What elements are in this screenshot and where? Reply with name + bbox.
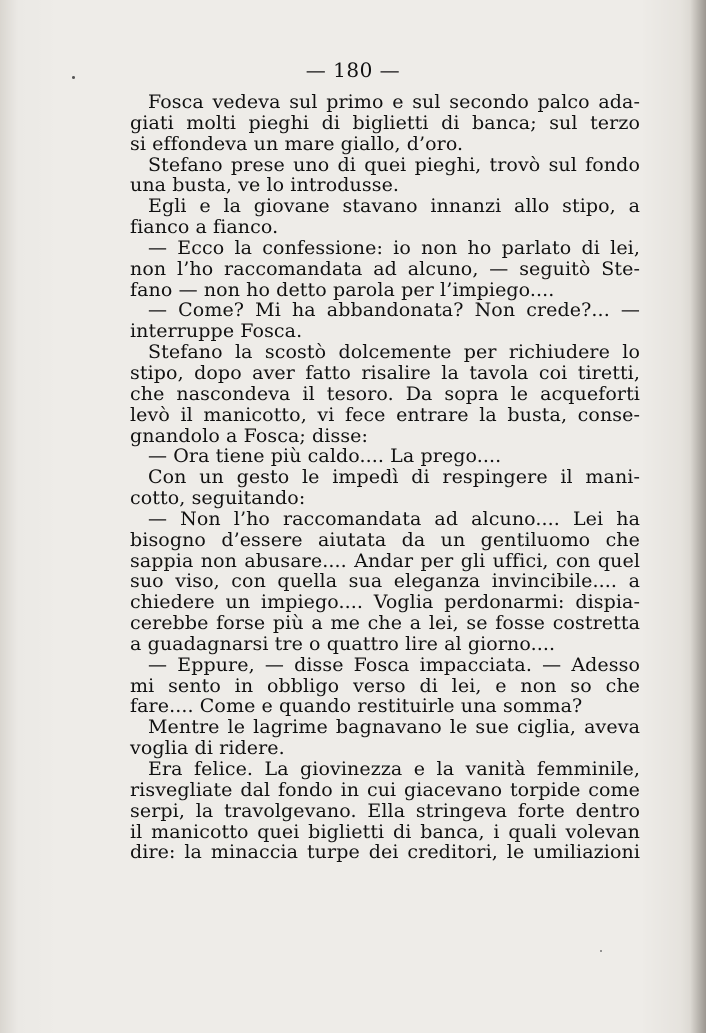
text-line: che nascondeva il tesoro. Da sopra le acqueforti bbox=[130, 382, 640, 405]
text-line: Egli e la giovane stavano innanzi allo stipo, a bbox=[148, 195, 640, 218]
text-line: Stefano prese uno di quei pieghi, trovò sul fondo bbox=[148, 153, 640, 176]
text-line: suo viso, con quella sua eleganza invincibile.... a bbox=[130, 570, 640, 593]
page-edge-shadow bbox=[690, 0, 706, 1033]
text-line: una busta, ve lo introdusse. bbox=[130, 174, 400, 197]
text-line: gnandolo a Fosca; disse: bbox=[130, 424, 369, 447]
text-line: serpi, la travolgevano. Ella stringeva forte dentro bbox=[130, 799, 640, 822]
text-line: Stefano la scostò dolcemente per richiudere lo bbox=[148, 341, 640, 364]
text-line: Era felice. La giovinezza e la vanità femminile, bbox=[148, 758, 640, 780]
text-line: fare.... Come e quando restituirle una somma? bbox=[130, 695, 583, 718]
text-line: — Ecco la confessione: io non ho parlato di lei, bbox=[148, 236, 640, 259]
text-line: dire: la minaccia turpe dei creditori, le umiliazioni bbox=[130, 841, 640, 864]
print-speck bbox=[72, 76, 75, 79]
text-line: Mentre le lagrime bagnavano le sue ciglia, aveva bbox=[148, 716, 640, 739]
text-line: giati molti pieghi di biglietti di banca; sul terzo bbox=[130, 111, 640, 134]
text-line: cerebbe forse più a me che a lei, se fosse costretta bbox=[130, 612, 640, 635]
text-line: si effondeva un mare giallo, d’oro. bbox=[130, 132, 464, 155]
text-line: — Ora tiene più caldo.... La prego.... bbox=[148, 445, 502, 468]
text-line: interruppe Fosca. bbox=[130, 320, 303, 343]
text-line: voglia di ridere. bbox=[130, 737, 285, 760]
text-line: non l’ho raccomandata ad alcuno, — seguitò Ste- bbox=[130, 257, 640, 280]
text-line: stipo, dopo aver fatto risalire la tavola coi tiretti, bbox=[130, 361, 640, 384]
text-line: sappia non abusare.... Andar per gli uffici, con quel bbox=[130, 549, 640, 572]
text-line: levò il manicotto, vi fece entrare la busta, conse- bbox=[130, 403, 640, 426]
text-line: Con un gesto le impedì di respingere il mani- bbox=[148, 466, 640, 489]
text-line: mi sento in obbligo verso di lei, e non so che bbox=[130, 674, 640, 697]
body-text bbox=[130, 92, 640, 863]
text-line: chiedere un impiego.... Voglia perdonarmi: dispia- bbox=[130, 591, 640, 614]
text-line: a guadagnarsi tre o quattro lire al giorno.... bbox=[130, 632, 556, 655]
text-line: bisogno d’essere aiutata da un gentiluomo che bbox=[130, 528, 640, 551]
page-number: — 180 — bbox=[305, 58, 401, 82]
text-line: risvegliate dal fondo in cui giacevano torpide come bbox=[130, 778, 640, 801]
text-line: il manicotto quei biglietti di banca, i quali volevan bbox=[130, 820, 640, 843]
text-line: fano — non ho detto parola per l’impiego.... bbox=[130, 278, 555, 301]
print-speck bbox=[600, 950, 602, 952]
text-line: — Non l’ho raccomandata ad alcuno.... Lei ha bbox=[148, 507, 640, 530]
text-line: fianco a fianco. bbox=[130, 216, 279, 239]
text-line: — Come? Mi ha abbandonata? Non crede?... — bbox=[148, 299, 640, 322]
text-line: — Eppure, — disse Fosca impacciata. — Adesso bbox=[148, 653, 640, 676]
text-line: cotto, seguitando: bbox=[130, 487, 306, 510]
text-line: Fosca vedeva sul primo e sul secondo palco ada- bbox=[148, 91, 640, 113]
